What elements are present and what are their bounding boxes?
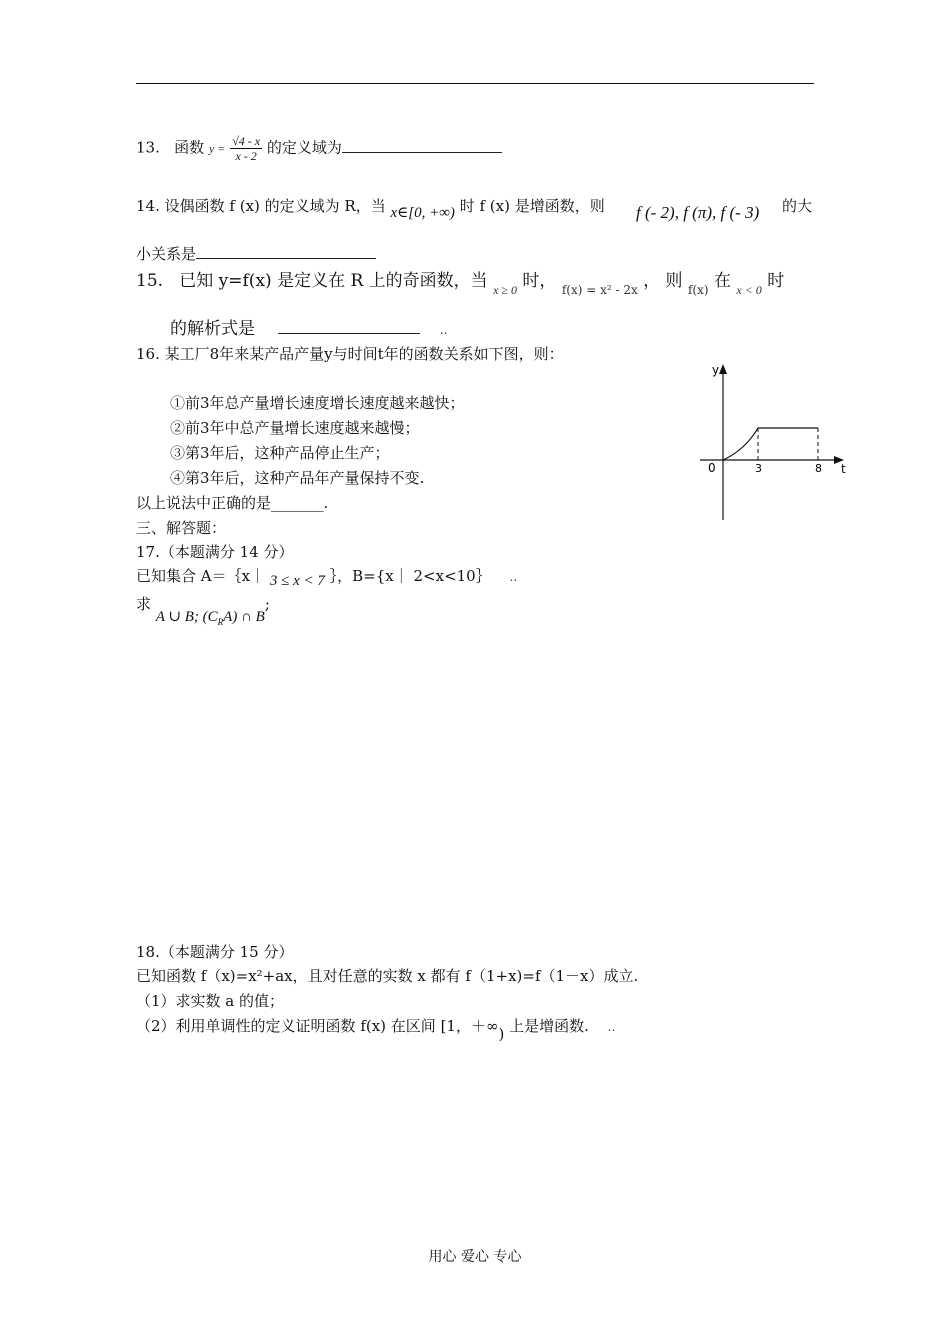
q15-line2: 的解析式是: [170, 319, 255, 339]
q13-answer-blank[interactable]: [342, 138, 502, 153]
q17-line1-a: 已知集合 A＝｛x｜: [136, 567, 266, 585]
production-graph: [690, 360, 860, 530]
q18-line1: 已知函数 f（x)=x²+ax，且对任意的实数 x 都有 f（1+x)=f（1－x）成立.: [136, 967, 639, 985]
y-axis-label: y: [712, 363, 720, 377]
q15-cond2: x < 0: [736, 283, 762, 297]
q15-answer-blank[interactable]: [278, 319, 420, 334]
y-axis-arrow: [719, 364, 727, 374]
q16-intro: 16. 某工厂8年来某产品产量y与时间t年的函数关系如下图，则：: [136, 345, 564, 363]
tick-label-8: 8: [815, 462, 822, 475]
q17-line1-b: ｝，B={x｜ 2<x<10｝: [329, 567, 491, 585]
q15-text-e: 时: [767, 271, 785, 291]
q16-item-1: ①前3年总产量增长速度增长速度越来越快；: [170, 394, 465, 412]
q16-item-3: ③第3年后，这种产品停止生产；: [170, 444, 390, 462]
q17-expr: A ∪ B; (C: [155, 609, 218, 625]
q13-frac-num: √4 - x: [232, 134, 261, 148]
q14-text-b: 时 f (x) 是增函数，则: [459, 197, 605, 215]
q18-part2: [136, 1016, 616, 1043]
page-footer: 用心 爱心 专心: [428, 1249, 522, 1265]
q13-frac-den: x - 2: [235, 149, 257, 163]
q14-interval: x∈[0, +∞): [390, 205, 455, 221]
q16-item-4: ④第3年后，这种产品年产量保持不变.: [170, 469, 425, 487]
q16-item-2: ②前3年中总产量增长速度越来越慢；: [170, 419, 420, 437]
q18-part2-a: （2）利用单调性的定义证明函数 f(x) 在区间 [1，＋∞: [136, 1017, 499, 1035]
q17-cond: 3 ≤ x < 7: [269, 573, 325, 589]
q14-values: f (- 2), f (π), f (- 3): [636, 203, 760, 222]
q17-line2: [136, 594, 270, 627]
q18-dots: ..: [607, 1020, 616, 1034]
q15-text-a: 已知 y=f(x) 是定义在 R 上的奇函数，当: [179, 271, 488, 291]
question-15-line2: [170, 318, 447, 341]
section-3-heading: 三、解答题：: [136, 519, 227, 537]
q14-text-a: 14. 设偶函数 f (x) 的定义域为 R，当: [136, 197, 386, 215]
q15-expr: f(x) = x² - 2x: [561, 283, 638, 297]
q17-expr-sub: R: [217, 617, 224, 627]
q13-text-a: 函数: [174, 138, 205, 157]
q18-header: 18.（本题满分 15 分）: [136, 943, 294, 961]
q17-line2-end: ;: [264, 595, 270, 613]
q17-expr2: A) ∩ B: [223, 609, 265, 625]
q17-line2-a: 求: [136, 595, 152, 613]
q18-part2-paren: ): [498, 1025, 505, 1043]
q15-dots: ..: [439, 323, 448, 337]
q15-text-c: ， 则: [643, 271, 683, 291]
q14-answer-blank[interactable]: [196, 244, 376, 259]
question-15-line1: [136, 270, 785, 297]
production-curve: [723, 428, 758, 460]
q15-number: 15.: [136, 271, 164, 291]
question-14-line1: [136, 196, 605, 221]
question-14-line2: [136, 244, 376, 264]
q17-header: 17.（本题满分 14 分）: [136, 543, 294, 561]
q15-cond: x ≥ 0: [493, 283, 518, 297]
q18-part2-b: 上是增函数.: [509, 1017, 589, 1035]
q17-dots: ..: [509, 570, 518, 584]
q13-number: 13.: [136, 138, 160, 157]
q13-text-b: 的定义域为: [266, 138, 342, 157]
q16-conclusion: 以上说法中正确的是_______.: [136, 494, 329, 512]
q14-line2: 小关系是: [136, 245, 197, 263]
tick-label-3: 3: [755, 462, 762, 475]
t-axis-label: t: [841, 462, 846, 476]
q14-text-c: 的大: [782, 197, 813, 215]
q18-part1: （1）求实数 a 的值；: [136, 992, 285, 1010]
origin-label: 0: [708, 461, 716, 475]
q15-text-d: 在: [713, 271, 731, 291]
q13-fraction: [230, 134, 262, 163]
q15-text-b: 时，: [522, 271, 557, 291]
q17-line1: [136, 566, 517, 587]
question-13: [136, 134, 502, 163]
q17-expr-part1: [156, 609, 265, 625]
header-rule: [136, 83, 814, 84]
q13-func-y: y =: [208, 141, 226, 156]
q15-fx: f(x): [687, 283, 709, 297]
